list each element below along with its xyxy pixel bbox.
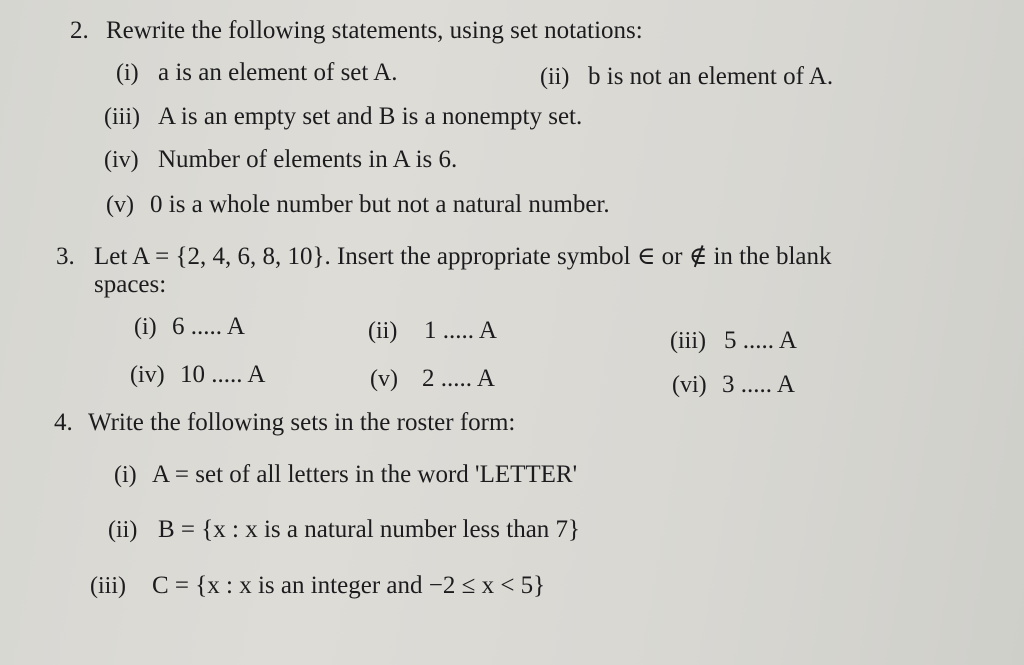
q2-item-label: (i) [116, 60, 139, 86]
q2-item-label: (ii) [540, 64, 570, 90]
q3-item-label: (vi) [672, 372, 707, 398]
q3-item-text: 5 ..... A [724, 327, 797, 354]
q2-item-label: (iv) [104, 147, 139, 173]
q2-item-text: Number of elements in A is 6. [158, 146, 458, 173]
q4-number: 4. [54, 409, 73, 436]
q3-prompt-line2: spaces: [94, 271, 167, 298]
q2-item-text: 0 is a whole number but not a natural number. [150, 191, 610, 218]
q3-number: 3. [56, 243, 75, 270]
q4-item-text: A = set of all letters in the word 'LETTER' [152, 461, 578, 488]
q3-item-text: 6 ..... A [172, 313, 245, 340]
q4-item-text: C = {x : x is an integer and −2 ≤ x < 5} [152, 572, 546, 599]
q2-item-label: (v) [106, 192, 134, 218]
q2-number: 2. [70, 17, 89, 44]
q3-item-label: (ii) [368, 318, 398, 344]
q4-item-label: (i) [114, 462, 137, 488]
q3-prompt-line1: Let A = {2, 4, 6, 8, 10}. Insert the appropriate symbol ∈ or ∉ in the blank [94, 243, 832, 270]
q2-item-label: (iii) [104, 104, 140, 130]
q2-item-text: A is an empty set and B is a nonempty set. [158, 103, 583, 130]
q4-item-label: (ii) [108, 517, 138, 543]
q4-prompt: Write the following sets in the roster form: [88, 409, 516, 436]
q4-item-text: B = {x : x is a natural number less than 7} [158, 516, 581, 543]
q3-item-text: 1 ..... A [424, 317, 497, 344]
q2-item-text: b is not an element of A. [588, 63, 834, 90]
q3-item-label: (iii) [670, 328, 706, 354]
q3-item-label: (v) [370, 366, 398, 392]
q3-item-text: 3 ..... A [722, 371, 795, 398]
q3-item-text: 2 ..... A [422, 365, 495, 392]
q3-item-label: (i) [134, 314, 157, 340]
q2-item-text: a is an element of set A. [158, 59, 398, 86]
q4-item-label: (iii) [90, 573, 126, 599]
q2-prompt: Rewrite the following statements, using set notations: [106, 17, 643, 44]
q3-item-text: 10 ..... A [180, 361, 266, 388]
q3-item-label: (iv) [130, 362, 165, 388]
